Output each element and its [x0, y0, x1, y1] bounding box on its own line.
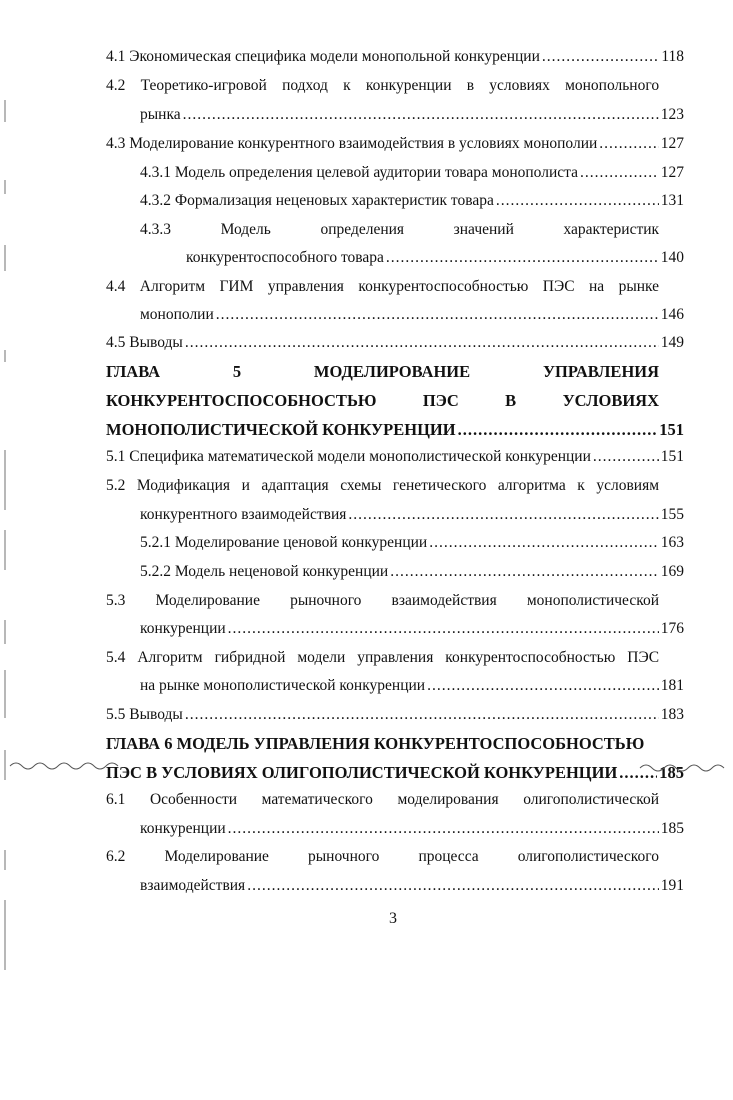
toc-page-number: 123: [660, 106, 684, 123]
toc-entry-5-2-line1[interactable]: 5.2 Модификация и адаптация схемы генетического алгоритма к условиям: [106, 477, 660, 494]
dot-leader: [228, 620, 659, 638]
dot-leader: [386, 249, 659, 267]
dot-leader: [542, 48, 659, 66]
dot-leader: [348, 506, 658, 524]
toc-entry-5-1[interactable]: 5.1 Специфика математической модели монополистической конкуренции ..... 151: [106, 448, 684, 466]
toc-entry-4-3-2[interactable]: 4.3.2 Формализация неценовых характеристик товара ..... 131: [140, 192, 684, 210]
toc-page-number: 131: [660, 192, 684, 209]
toc-entry-4-3-3-line1[interactable]: 4.3.3 Модель определения значений характеристик: [140, 221, 660, 238]
scan-margin-marks: [0, 60, 14, 1000]
toc-entry-4-1[interactable]: [106, 48, 684, 66]
scan-wave-artifact: [0, 756, 733, 774]
toc-entry-5-4-line2[interactable]: на рынке монополистической конкуренции ..... 181: [140, 677, 684, 695]
dot-leader: [429, 534, 659, 552]
toc-page-number: 155: [660, 506, 684, 523]
toc-chapter-5-line2[interactable]: КОНКУРЕНТОСПОСОБНОСТЬЮ ПЭС В УСЛОВИЯХ: [106, 391, 659, 410]
dot-leader: [228, 820, 659, 838]
toc-entry-4-3-3-line2[interactable]: конкурентоспособного товара ..... 140: [186, 249, 684, 267]
toc-page-number: 149: [660, 334, 684, 351]
toc-page-number: 146: [660, 306, 684, 323]
toc-page-number: 185: [660, 820, 684, 837]
toc-entry-6-1-line1[interactable]: 6.1 Особенности математического моделирования олигополистической: [106, 791, 660, 808]
toc-entry-5-3-line1[interactable]: 5.3 Моделирование рыночного взаимодействия монополистической: [106, 592, 659, 609]
dot-leader: [427, 677, 659, 695]
toc-page-number: 191: [660, 877, 684, 894]
toc-page-number: 127: [660, 135, 684, 152]
toc-page-number: 151: [659, 420, 684, 439]
toc-entry-4-4-line2[interactable]: монополии ..... 146: [140, 306, 684, 324]
toc-entry-4-3[interactable]: 4.3 Моделирование конкурентного взаимодействия в условиях монополии ..... 127: [106, 135, 684, 153]
dot-leader: [580, 164, 659, 182]
toc-page-number: 127: [660, 164, 684, 181]
dot-leader: [185, 706, 659, 724]
toc-entry-5-2-line2[interactable]: конкурентного взаимодействия ..... 155: [140, 506, 684, 524]
toc-entry-4-2-line1[interactable]: 4.2 Теоретико-игровой подход к конкуренции в условиях монопольного: [106, 77, 660, 94]
toc-entry-5-5[interactable]: 5.5 Выводы ..... 183: [106, 706, 684, 724]
toc-entry-title: 4.1 Экономическая специфика модели монопольной конкуренции: [106, 48, 540, 65]
toc-entry-4-3-1[interactable]: 4.3.1 Модель определения целевой аудитории товара монополиста ..... 127: [140, 164, 684, 182]
toc-page-number: 176: [660, 620, 684, 637]
toc-entry-6-2-line1[interactable]: 6.2 Моделирование рыночного процесса олигополистического: [106, 848, 659, 865]
toc-page-number: 185: [659, 763, 684, 782]
toc-entry-5-4-line1[interactable]: 5.4 Алгоритм гибридной модели управления конкурентоспособностью ПЭС: [106, 649, 660, 666]
toc-page-number: 151: [660, 448, 684, 465]
toc-page-number: 140: [660, 249, 684, 266]
toc-chapter-6-line2[interactable]: ПЭС В УСЛОВИЯХ ОЛИГОПОЛИСТИЧЕСКОЙ КОНКУРЕНЦИИ ..... 185: [106, 763, 684, 783]
toc-page-number: 183: [660, 706, 684, 723]
dot-leader: [247, 877, 659, 895]
dot-leader: [599, 135, 658, 153]
toc-entry-6-2-line2[interactable]: взаимодействия ..... 191: [140, 877, 684, 895]
dot-leader: [185, 334, 659, 352]
toc-entry-5-3-line2[interactable]: конкуренции ..... 176: [140, 620, 684, 638]
toc-entry-6-1-line2[interactable]: конкуренции ..... 185: [140, 820, 684, 838]
dot-leader: [183, 106, 659, 124]
toc-chapter-5-line3[interactable]: МОНОПОЛИСТИЧЕСКОЙ КОНКУРЕНЦИИ ..... 151: [106, 420, 684, 440]
dot-leader: [593, 448, 659, 466]
toc-page-number: 118: [661, 48, 684, 65]
page-number: 3: [389, 910, 397, 927]
toc-chapter-5-line1[interactable]: ГЛАВА 5 МОДЕЛИРОВАНИЕ УПРАВЛЕНИЯ: [106, 362, 660, 381]
toc-entry-5-2-2[interactable]: 5.2.2 Модель неценовой конкуренции ..... 169: [140, 563, 684, 581]
toc-entry-5-2-1[interactable]: 5.2.1 Моделирование ценовой конкуренции ..... 163: [140, 534, 684, 552]
toc-page-number: 181: [660, 677, 684, 694]
dot-leader: [216, 306, 659, 324]
toc-page-number: 169: [660, 563, 684, 580]
toc-page-number: 163: [660, 534, 684, 551]
toc-entry-4-5[interactable]: 4.5 Выводы ..... 149: [106, 334, 684, 352]
dot-leader: [458, 420, 658, 440]
toc-entry-4-2-line2[interactable]: рынка ..... 123: [140, 106, 684, 124]
toc-entry-4-4-line1[interactable]: 4.4 Алгоритм ГИМ управления конкурентоспособностью ПЭС на рынке: [106, 278, 660, 295]
toc-chapter-6-line1[interactable]: ГЛАВА 6 МОДЕЛЬ УПРАВЛЕНИЯ КОНКУРЕНТОСПОСОБНОСТЬЮ: [106, 734, 645, 753]
dot-leader: [390, 563, 659, 581]
dot-leader: [496, 192, 659, 210]
